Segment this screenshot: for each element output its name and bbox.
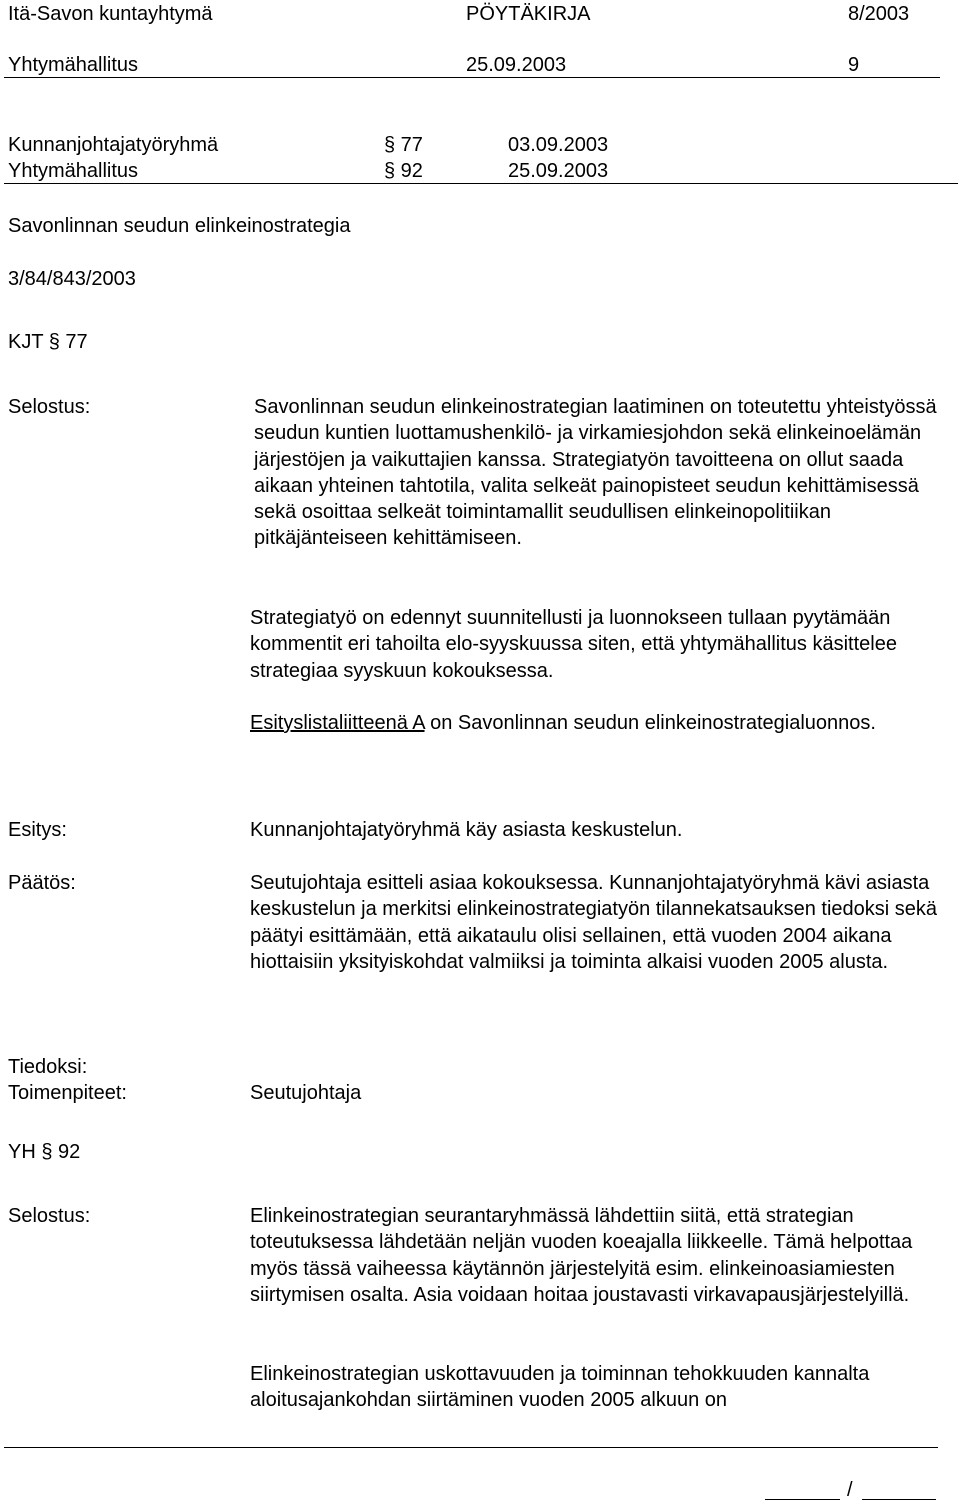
history-rule xyxy=(4,183,958,184)
history-section-1: § 77 xyxy=(384,134,423,156)
header-page-number: 9 xyxy=(848,54,860,76)
history-body-1: Kunnanjohtajatyöryhmä xyxy=(8,134,219,156)
kjt-paatos-text: Seutujohtaja esitteli asiaa kokouksessa. Kunnanjohtajatyöryhmä kävi asiasta keskustelun ja merkitsi elinkeinostrategiatyön tilannekatsauksen tiedoksi sekä päätyi esittämään, että aikataulu olisi sellainen, että vuoden 2004 aikana hiottaisiin yksityiskohdat valmiiksi ja toiminta alkaisi vuoden 2005 alusta. xyxy=(250,872,938,973)
kjt-attachment-note xyxy=(250,710,930,736)
history-date-2: 25.09.2003 xyxy=(508,160,609,182)
yh-selostus-paragraph-1: Elinkeinostrategian seurantaryhmässä lähdettiin siitä, että strategian toteutuksessa lähdetään neljän vuoden koeajalla liikkeelle. Tämä helpottaa myös tässä vaiheessa käytännön järjestelyitä esim. elinkeinoasiamiesten siirtymisen osalta. Asia voidaan hoitaa joustavasti virkavapausjärjestelyillä. xyxy=(250,1205,913,1306)
kjt-heading: KJT § 77 xyxy=(8,331,88,353)
kjt-toimenpiteet-value: Seutujohtaja xyxy=(250,1082,362,1104)
attachment-link[interactable]: Esityslistaliitteenä A xyxy=(250,712,425,734)
history-section-2: § 92 xyxy=(384,160,423,182)
yh-selostus-label: Selostus: xyxy=(8,1205,91,1227)
kjt-toimenpiteet-label: Toimenpiteet: xyxy=(8,1082,127,1104)
header-body: Yhtymähallitus xyxy=(8,54,139,76)
kjt-esitys-text: Kunnanjohtajatyöryhmä käy asiasta keskustelun. xyxy=(250,819,683,841)
header-date: 25.09.2003 xyxy=(466,54,567,76)
footer-rule xyxy=(4,1447,938,1448)
kjt-selostus-paragraph-2: Strategiatyö on edennyt suunnitellusti ja luonnokseen tullaan pyytämään kommentit eri tahoilta elo-syyskuussa siten, että yhtymähallitus käsittelee strategiaa syyskuun kokouksessa. xyxy=(250,607,897,682)
item-title: Savonlinnan seudun elinkeinostrategia xyxy=(8,215,351,237)
signature-separator: / xyxy=(847,1479,853,1501)
header-org: Itä-Savon kuntayhtymä xyxy=(8,3,213,25)
kjt-tiedoksi-label: Tiedoksi: xyxy=(8,1056,88,1078)
signature-line-right xyxy=(862,1499,936,1500)
yh-selostus-paragraph-2: Elinkeinostrategian uskottavuuden ja toiminnan tehokkuuden kannalta aloitusajankohdan siirtäminen vuoden 2005 alkuun on xyxy=(250,1363,870,1412)
record-number: 3/84/843/2003 xyxy=(8,268,136,290)
yh-heading: YH § 92 xyxy=(8,1141,81,1163)
kjt-esitys-label: Esitys: xyxy=(8,819,67,841)
history-body-2: Yhtymähallitus xyxy=(8,160,139,182)
signature-line-left xyxy=(765,1499,840,1500)
header-doc-type: PÖYTÄKIRJA xyxy=(466,3,591,25)
kjt-selostus-label: Selostus: xyxy=(8,396,91,418)
attachment-note-text: on Savonlinnan seudun elinkeinostrategialuonnos. xyxy=(424,712,876,734)
kjt-paatos-label: Päätös: xyxy=(8,872,76,894)
history-date-1: 03.09.2003 xyxy=(508,134,609,156)
header-rule xyxy=(4,77,940,78)
kjt-selostus-paragraph-1: Savonlinnan seudun elinkeinostrategian laatiminen on toteutettu yhteistyössä seudun kuntien luottamushenkilö- ja virkamiesjohdon sekä elinkeinoelämän järjestöjen ja vaikuttajien kanssa. Strategiatyön tavoitteena on ollut saada aikaan yhteinen tahtotila, valita selkeät painopisteet seudun kehittämisessä sekä osoittaa selkeät toimintamallit seudullisen elinkeinopolitiikan pitkäjänteiseen kehittämiseen. xyxy=(254,396,937,550)
header-doc-number: 8/2003 xyxy=(848,3,910,25)
